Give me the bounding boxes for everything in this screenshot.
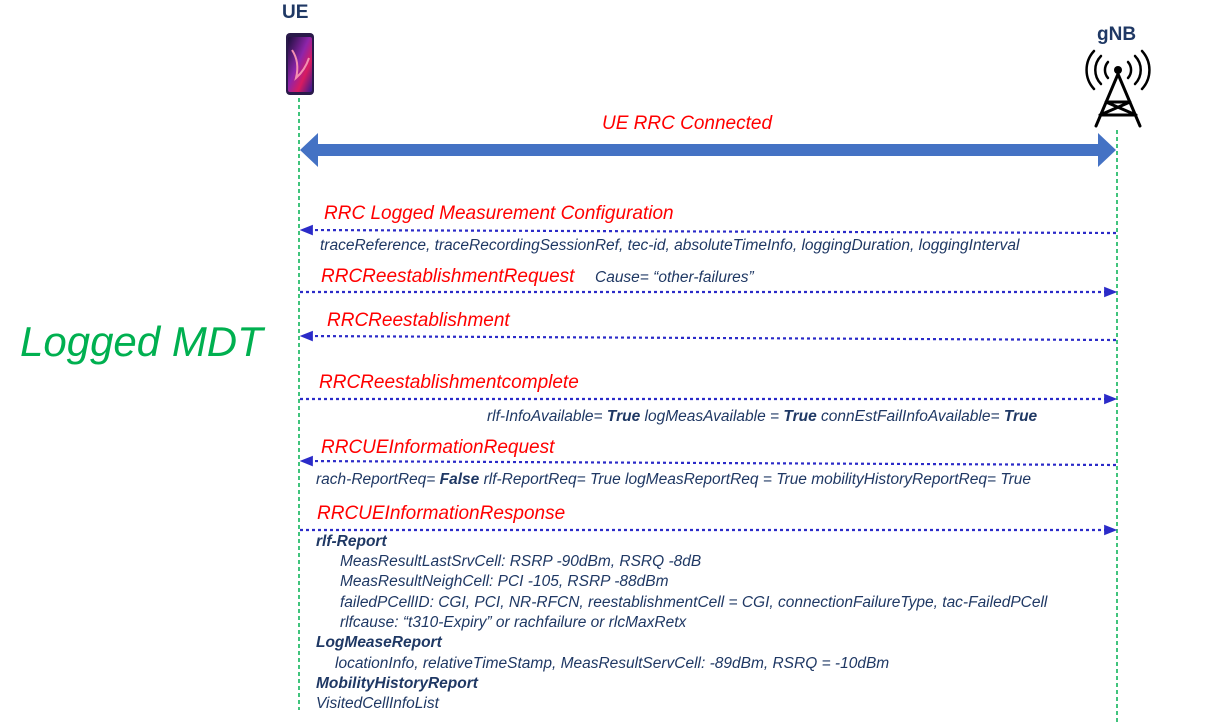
msg1-params: traceReference, traceRecordingSessionRef, tec-id, absoluteTimeInfo, loggingDuration, loggingInterval [320,237,1020,254]
gnb-title: gNB [1097,24,1137,45]
log-item: locationInfo, relativeTimeStamp, MeasResultServCell: -89dBm, RSRQ = -10dBm [335,655,890,672]
msg2-cause: Cause= “other-failures” [595,269,754,286]
msg3-arrow [301,336,1116,340]
logged-mdt-label: Logged MDT [20,318,263,365]
msg4-label: RRCReestablishmentcomplete [319,372,579,393]
rlf-item: MeasResultLastSrvCell: RSRP -90dBm, RSRQ -8dB [340,553,702,570]
log-mease-report-title: LogMeaseReport [316,634,442,651]
mobility-history-title: MobilityHistoryReport [316,675,478,692]
msg4-params [487,408,1037,426]
rach-report-req: rach-ReportReq= [316,471,440,488]
msg2-label: RRCReestablishmentRequest [321,266,575,287]
antenna-tower-icon [1087,51,1150,126]
msg5-arrow [301,461,1116,465]
rrc-connected-arrow [300,133,1116,167]
rlf-item: failedPCellID: CGI, PCI, NR-RFCN, reestablishmentCell = CGI, connectionFailureType, tac-FailedPCell [340,594,1048,611]
mobility-item: VisitedCellInfoList [316,695,439,712]
msg5-label: RRCUEInformationRequest [321,437,555,458]
conn-est-fail-value: True [1003,408,1038,425]
rlf-info-available: rlf-InfoAvailable= [487,408,607,425]
msg3-label: RRCReestablishment [327,310,510,331]
msg5-params [316,471,1031,489]
conn-est-fail-available: connEstFailInfoAvailable= [816,408,1004,425]
log-meas-value: True [783,408,817,425]
msg1-arrow [301,230,1116,233]
msg1-label: RRC Logged Measurement Configuration [324,203,674,224]
log-meas-available: logMeasAvailable = [640,408,784,425]
smartphone-icon [286,33,314,95]
rlf-item: MeasResultNeighCell: PCI -105, RSRP -88dBm [340,573,669,590]
rlf-item: rlfcause: “t310-Expiry” or rachfailure or rlcMaxRetx [340,614,687,631]
rach-report-value: False [439,471,480,488]
ue-title: UE [282,2,309,23]
other-report-reqs: rlf-ReportReq= True logMeasReportReq = True mobilityHistoryReportReq= True [479,471,1032,488]
msg6-label: RRCUEInformationResponse [317,503,566,524]
rlf-info-value: True [606,408,641,425]
rrc-connected-label: UE RRC Connected [602,113,773,134]
rlf-report-title: rlf-Report [316,533,387,550]
